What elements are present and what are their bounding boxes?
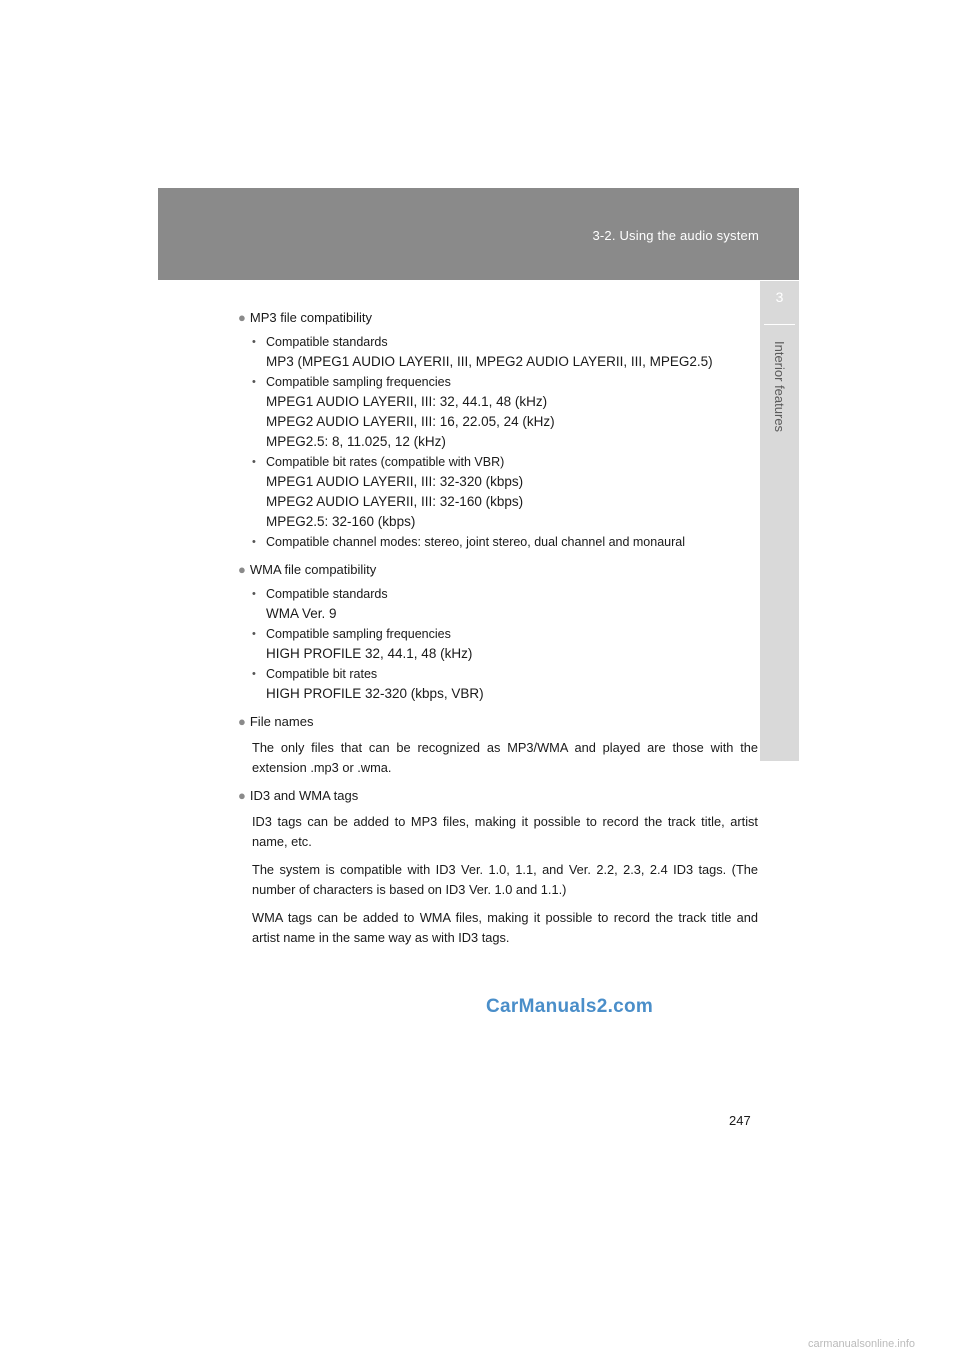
paragraph: WMA tags can be added to WMA files, making it possible to record the track title and artist name in the same way as with ID3 tags. [252, 910, 758, 945]
list-item [252, 332, 758, 372]
list-item [252, 532, 758, 552]
item-detail: HIGH PROFILE 32-320 (kbps, VBR) [266, 686, 484, 701]
section-title: 3-2. Using the audio system [592, 228, 759, 243]
item-label: • Compatible sampling frequencies [266, 627, 451, 641]
item-detail: WMA Ver. 9 [266, 606, 337, 621]
page-content [238, 308, 758, 956]
section-heading [238, 786, 758, 806]
section-file-names [238, 712, 758, 778]
item-detail: MPEG1 AUDIO LAYERII, III: 32, 44.1, 48 (kHz) MPEG2 AUDIO LAYERII, III: 16, 22.05, 24 (kHz) MPEG2.5: 8, 11.025, 12 (kHz) [266, 394, 555, 449]
section-heading [238, 308, 758, 328]
item-label: • Compatible bit rates [266, 667, 378, 681]
footer-watermark[interactable]: carmanualsonline.info [808, 1338, 916, 1350]
item-detail: MPEG1 AUDIO LAYERII, III: 32-320 (kbps) MPEG2 AUDIO LAYERII, III: 32-160 (kbps) MPEG2.5: 32-160 (kbps) [266, 474, 524, 529]
list-item [252, 664, 758, 704]
circle-bullet-icon: ● [238, 714, 246, 729]
section-heading [238, 712, 758, 732]
item-label: • Compatible sampling frequencies [266, 375, 451, 389]
section-heading-text: ID3 and WMA tags [249, 788, 359, 803]
circle-bullet-icon: ● [238, 310, 246, 325]
section-heading-text: MP3 file compatibility [249, 310, 372, 325]
circle-bullet-icon: ● [238, 562, 246, 577]
list-item [252, 584, 758, 624]
section-heading-text: File names [249, 714, 314, 729]
section-wma [238, 560, 758, 704]
list-item [252, 372, 758, 452]
section-tags [238, 786, 758, 948]
spec-list [238, 584, 758, 704]
item-label: • Compatible standards [266, 587, 388, 601]
section-heading [238, 560, 758, 580]
paragraph: The system is compatible with ID3 Ver. 1.0, 1.1, and Ver. 2.2, 2.3, 2.4 ID3 tags. (The number of characters is based on ID3 Ver. 1.0 and 1.1.) [252, 862, 758, 897]
spec-list [238, 332, 758, 552]
chapter-tab [760, 281, 799, 761]
item-detail: HIGH PROFILE 32, 44.1, 48 (kHz) [266, 646, 473, 661]
list-item [252, 452, 758, 532]
list-item [252, 624, 758, 664]
chapter-number: 3 [775, 289, 784, 305]
paragraph: ID3 tags can be added to MP3 files, making it possible to record the track title, artist name, etc. [252, 814, 758, 849]
circle-bullet-icon: ● [238, 788, 246, 803]
item-detail: MP3 (MPEG1 AUDIO LAYERII, III, MPEG2 AUDIO LAYERII, III, MPEG2.5) [266, 354, 713, 369]
chapter-tab-divider [764, 324, 795, 325]
section-header-bar [158, 188, 799, 280]
watermark-logo[interactable]: CarManuals2.com [486, 996, 654, 1017]
item-label: • Compatible bit rates (compatible with VBR) [266, 455, 505, 469]
chapter-label: Interior features [772, 341, 787, 433]
section-mp3 [238, 308, 758, 552]
paragraph: The only files that can be recognized as MP3/WMA and played are those with the extension .mp3 or .wma. [252, 740, 758, 775]
item-label: • Compatible channel modes: stereo, joint stereo, dual channel and monaural [266, 535, 686, 549]
item-label: • Compatible standards [266, 335, 388, 349]
page-number: 247 [729, 1113, 751, 1128]
section-heading-text: WMA file compatibility [249, 562, 377, 577]
